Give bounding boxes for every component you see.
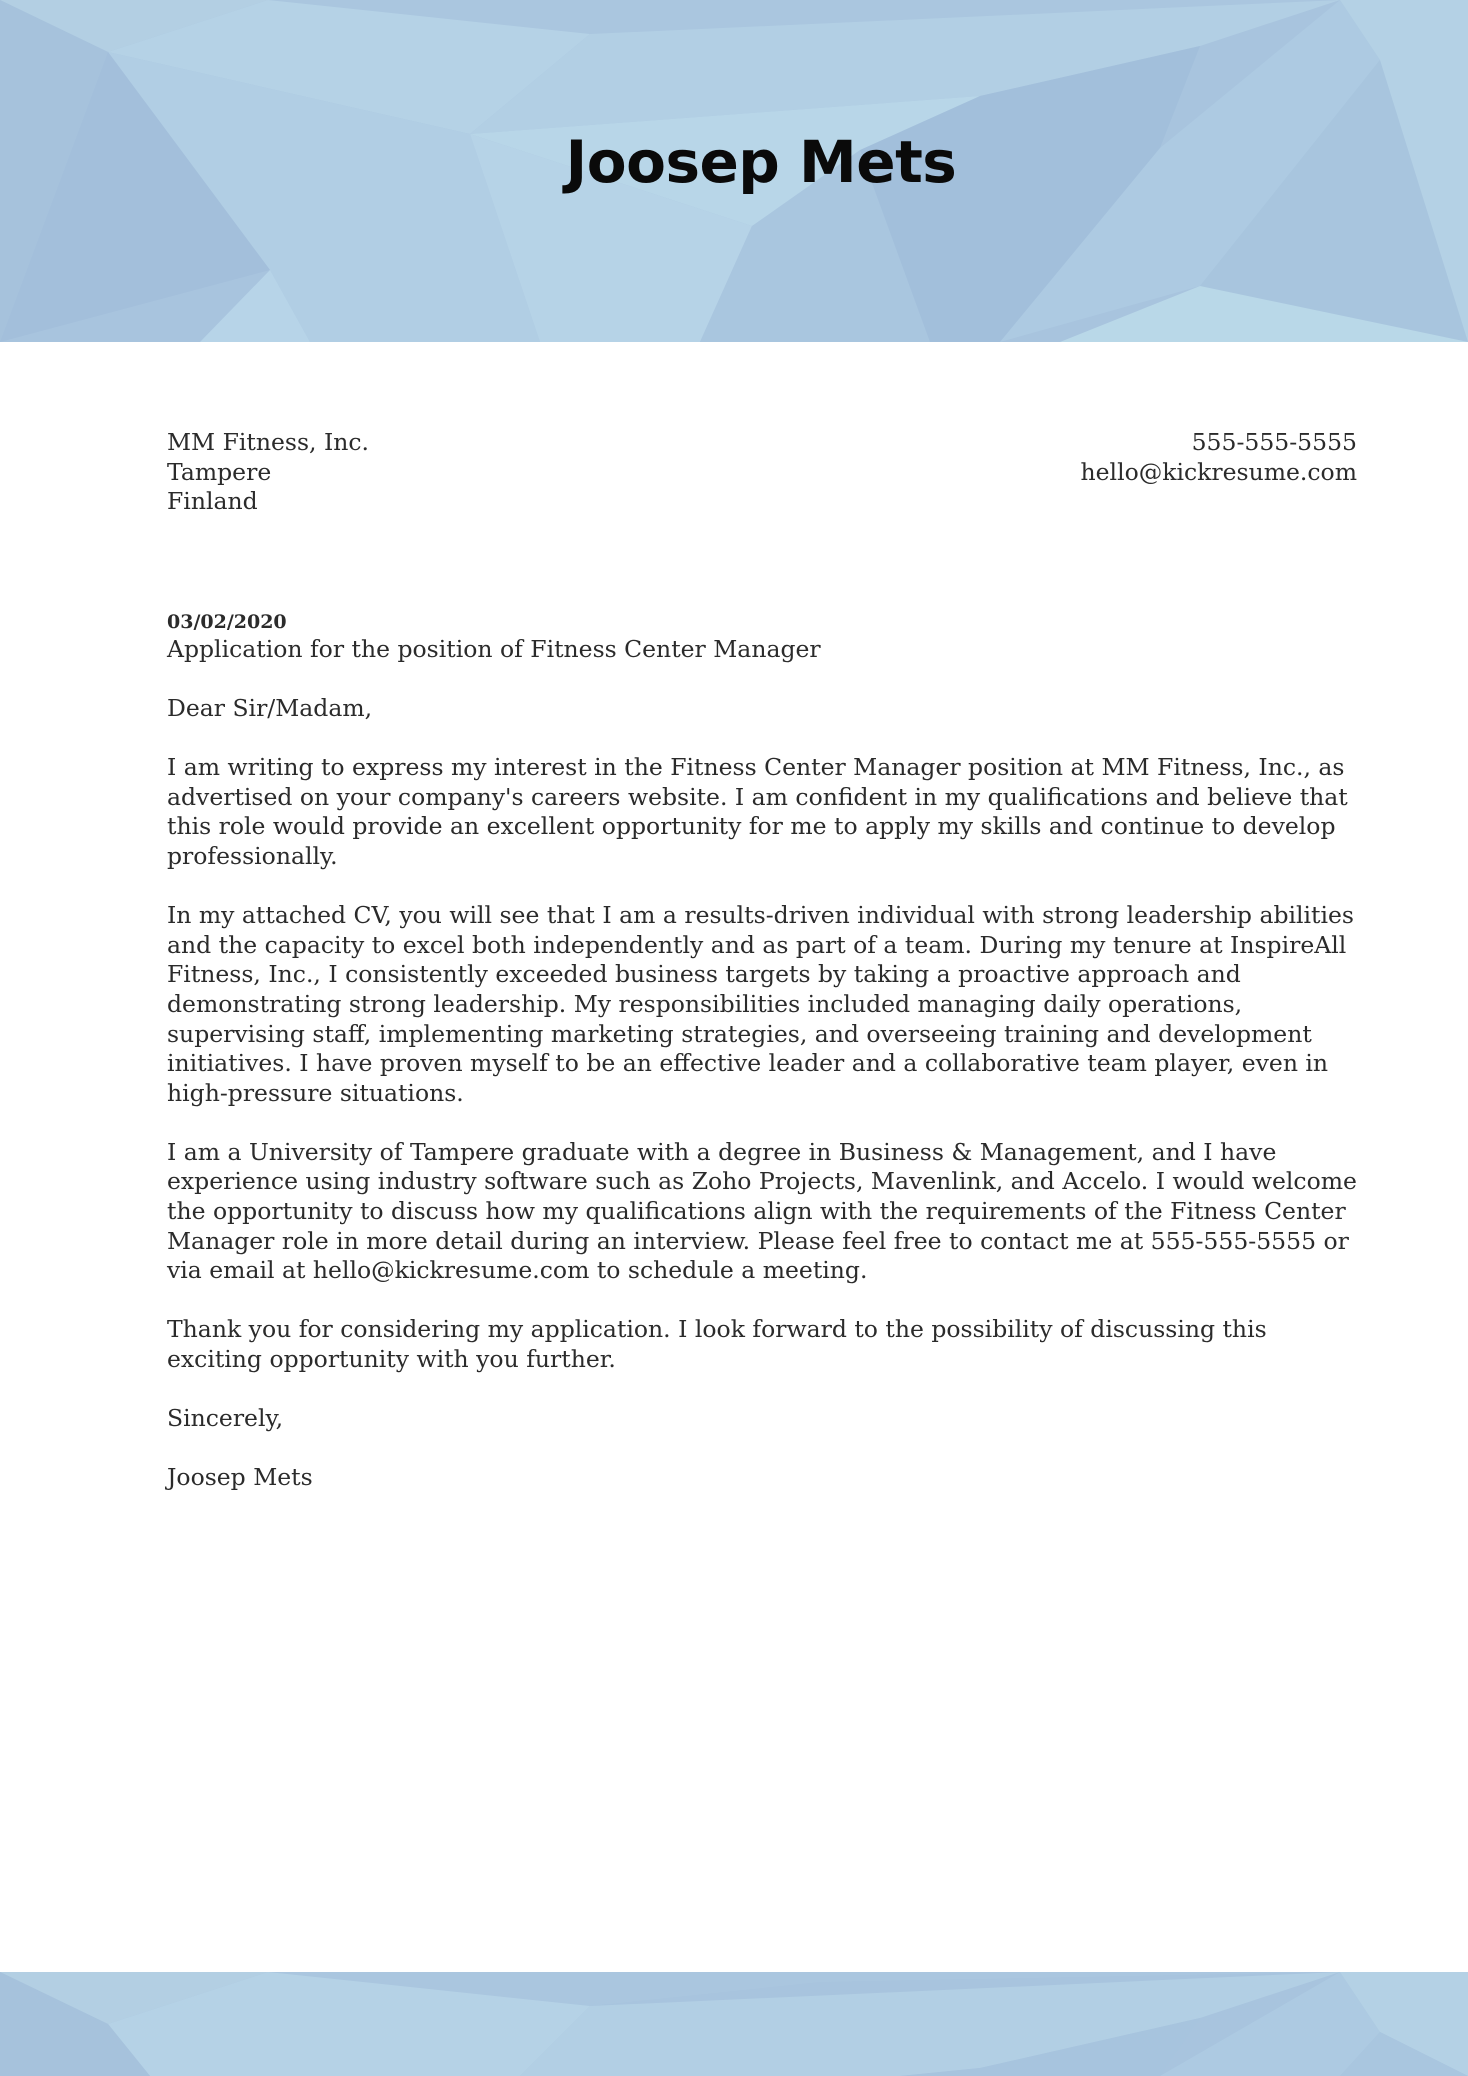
letter-paragraph: Thank you for considering my application. I look forward to the possibility of discussing this exciting opportunity with you further. — [167, 1315, 1267, 1374]
letter-paragraph: I am a University of Tampere graduate with a degree in Business & Management, and I have experience using industry software such as Zoho Projects, Mavenlink, and Accelo. I would welcome the opportunity to discuss how my qualifications align with the requirements of the Fitness Center Manager role in more detail during an interview. Please feel free to contact me at 555-555-5555 or via email at hello@kickresume.com to schedule a meeting. — [167, 1137, 1357, 1285]
letter-paragraph: In my attached CV, you will see that I am a results-driven individual with strong leadership abilities and the capacity to excel both independently and as part of a team. During my tenure at InspireAll Fitness, Inc., I consistently exceeded business targets by taking a proactive approach and demonstrating strong leadership. My responsibilities included managing daily operations, supervising staff, implementing marketing strategies, and overseeing training and development initiatives. I have proven myself to be an effective leader and a collaborative team player, even in high-pressure situations. — [167, 901, 1354, 1107]
sender-email: hello@kickresume.com — [1080, 457, 1357, 486]
sender-contact — [1081, 428, 1357, 487]
recipient-city: Tampere — [167, 457, 272, 486]
recipient-company: MM Fitness, Inc. — [167, 428, 370, 456]
letter-date: 03/02/2020 — [167, 610, 287, 633]
recipient-country: Finland — [167, 487, 258, 516]
contact-row — [167, 428, 1357, 517]
letter-subject: Application for the position of Fitness Center Manager — [167, 634, 821, 663]
letter-signature: Joosep Mets — [167, 1463, 313, 1492]
letter-salutation: Dear Sir/Madam, — [167, 693, 373, 722]
sender-phone: 555-555-5555 — [1191, 428, 1357, 456]
applicant-name-heading: Joosep Mets — [565, 128, 957, 196]
letter-closing: Sincerely, — [167, 1404, 284, 1433]
footer-polygon-pattern — [0, 1972, 1468, 2076]
letter-paragraph: I am writing to express my interest in the Fitness Center Manager position at MM Fitness, Inc., as advertised on your company's careers website. I am confident in my qualifications and believe that this role would provide an excellent opportunity for me to apply my skills and continue to develop professionally. — [167, 753, 1348, 870]
recipient-address — [167, 428, 369, 517]
cover-letter-body — [167, 428, 1357, 1493]
footer-banner — [0, 1972, 1468, 2076]
